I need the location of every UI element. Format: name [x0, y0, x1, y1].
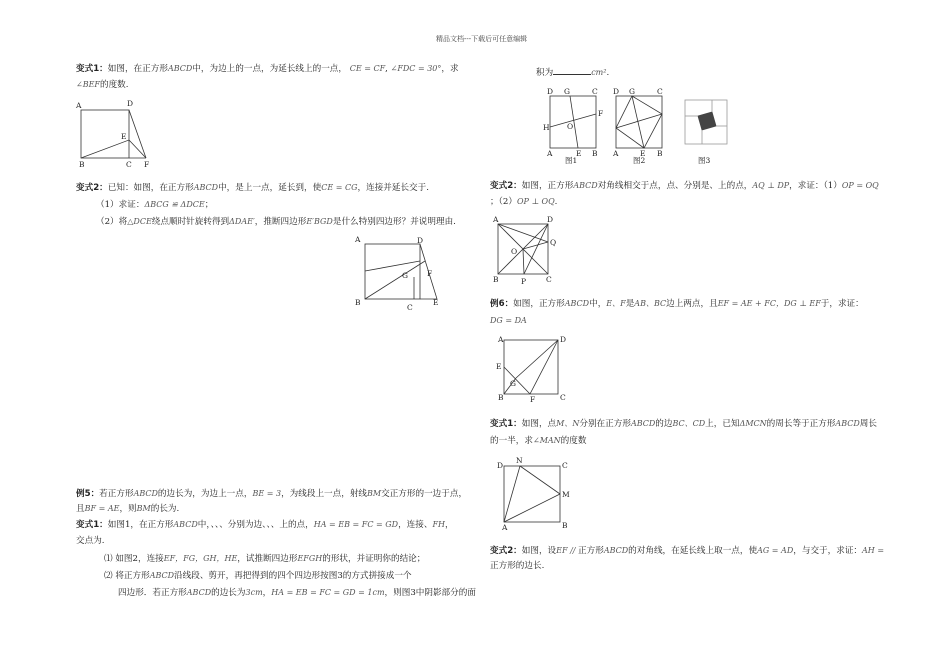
- variant1-line1: 变式1：如图，在正方形ABCD中，为边上的一点，为延长线上的一点， CE = CF, ∠FDC = 30°，求: [76, 64, 459, 74]
- page-header: 精品文档---下载后可任意编辑: [436, 35, 528, 43]
- svg-text:A: A: [502, 523, 508, 532]
- svg-text:C: C: [562, 461, 568, 470]
- figure-square-bgde: [352, 234, 452, 314]
- svg-text:C: C: [546, 275, 552, 284]
- svg-text:D: D: [417, 236, 424, 245]
- svg-text:C: C: [592, 87, 598, 96]
- ex5-variant1-line1: 变式1：如图1，在正方形ABCD中，、、、分别为边、、、上的点，HA = EB = FC = GD，连接、FH，: [76, 520, 454, 530]
- variant2-line2: （1）求证：ΔBCG ≌ ΔDCE；: [96, 200, 214, 210]
- variant2-right-line2: ；（2）OP ⊥ OQ.: [490, 197, 558, 207]
- svg-text:B: B: [657, 149, 663, 158]
- svg-text:图1: 图1: [565, 156, 578, 165]
- svg-text:B: B: [355, 298, 361, 307]
- svg-text:N: N: [516, 456, 523, 465]
- variant2-line3: （2）将△DCE绕点顺时针旋转得到ΔDAE′，推断四边形E′BGD是什么特别四边形？并说明理由.: [96, 217, 456, 227]
- svg-text:F: F: [144, 160, 150, 169]
- svg-text:O: O: [511, 247, 518, 256]
- svg-text:A: A: [76, 101, 82, 110]
- svg-text:D: D: [613, 87, 620, 96]
- answer-blank: [553, 66, 591, 75]
- example6-line1: 例6：如图，正方形ABCD中，E、F是AB、BC边上两点，且EF = AE + FC，DG ⊥ EF于，求证：: [490, 299, 864, 309]
- svg-text:G: G: [629, 87, 635, 96]
- svg-text:E: E: [640, 149, 646, 158]
- svg-text:A: A: [498, 335, 504, 344]
- figure-square-opq: [490, 214, 560, 286]
- svg-text:O: O: [567, 122, 574, 131]
- ex6-variant2-line2: 正方形的边长.: [490, 561, 545, 571]
- svg-text:F: F: [598, 109, 604, 118]
- svg-text:B: B: [498, 393, 504, 402]
- svg-text:A: A: [613, 149, 619, 158]
- svg-text:B: B: [79, 160, 85, 169]
- svg-text:E: E: [121, 132, 127, 141]
- ex6-variant1-line1: 变式1：如图，点M、N分别在正方形ABCD的边BC、CD上，已知ΔMCN的周长等于正方形ABCD周长: [490, 419, 877, 429]
- svg-text:B: B: [493, 275, 499, 284]
- svg-text:A: A: [493, 215, 499, 224]
- svg-text:C: C: [407, 303, 413, 312]
- ex5-variant1-line2: 交点为.: [76, 536, 105, 546]
- figure-square-dg: [494, 332, 570, 404]
- svg-text:F: F: [530, 395, 536, 404]
- svg-text:G: G: [564, 87, 570, 96]
- svg-text:D: D: [497, 461, 504, 470]
- svg-text:E: E: [433, 298, 439, 307]
- ex5-variant1-line4: ⑵ 将正方形ABCD沿线段、剪开，再把得到的四个四边形按图3的方式拼接成一个: [104, 571, 412, 581]
- svg-text:A: A: [547, 149, 553, 158]
- svg-text:D: D: [560, 335, 567, 344]
- svg-text:G: G: [402, 271, 408, 280]
- svg-text:E: E: [496, 362, 502, 371]
- label-variant: 变式1：: [76, 64, 108, 74]
- figure-square-man: [494, 456, 572, 532]
- svg-text:P: P: [521, 277, 527, 286]
- svg-text:G: G: [510, 379, 516, 388]
- svg-text:图3: 图3: [698, 156, 711, 165]
- example5-line2: 且BF = AE，则BM的长为.: [76, 504, 180, 514]
- ex6-variant2-line1: 变式2：如图，设EF // 正方形ABCD的对角线，在延长线上取一点，使AG = AD，与交于，求证：AH =: [490, 546, 885, 556]
- svg-text:E: E: [576, 149, 582, 158]
- svg-text:D: D: [547, 215, 554, 224]
- svg-text:A: A: [355, 235, 361, 244]
- svg-text:B: B: [562, 521, 568, 530]
- svg-text:D: D: [547, 87, 554, 96]
- svg-text:F: F: [427, 269, 433, 278]
- variant2-line1: 变式2：已知：如图，在正方形ABCD中，是上一点，延长到，使CE = CG，连接并延长交于.: [76, 183, 429, 193]
- svg-text:C: C: [560, 393, 566, 402]
- figure-three-squares: [540, 86, 740, 164]
- area-answer-line: 积为 cm².: [536, 68, 610, 78]
- ex5-variant1-line3: ⑴ 如图2，连接EF，FG，GH，HE，试推断四边形EFGH的形状，并证明你的结论；: [104, 554, 426, 564]
- svg-text:C: C: [657, 87, 663, 96]
- svg-text:M: M: [562, 490, 570, 499]
- svg-text:D: D: [127, 99, 134, 108]
- svg-text:C: C: [126, 160, 132, 169]
- ex6-variant1-line2: 的一半，求∠MAN的度数: [490, 436, 587, 446]
- example5-line1: 例5：若正方形ABCD的边长为，为边上一点，BE = 3，为线段上一点，射线BM交正方形的一边于点，: [76, 489, 468, 499]
- svg-text:B: B: [592, 149, 598, 158]
- svg-text:H: H: [543, 123, 550, 132]
- variant2-right-line1: 变式2：如图，正方形ABCD对角线相交于点，点、分别是、上的点，AQ ⊥ DP，求证：（1）OP = OQ: [490, 181, 879, 191]
- figure-square-bef: [75, 98, 165, 170]
- svg-text:Q: Q: [550, 238, 557, 247]
- ex5-variant1-line5: 四边形．若正方形ABCD的边长为3cm，HA = EB = FC = GD = 1cm，则图3中阴影部分的面: [118, 588, 476, 598]
- variant1-line2: ∠BEF的度数.: [76, 80, 129, 90]
- svg-text:图2: 图2: [633, 156, 646, 165]
- example6-line2: DG = DA: [490, 316, 527, 325]
